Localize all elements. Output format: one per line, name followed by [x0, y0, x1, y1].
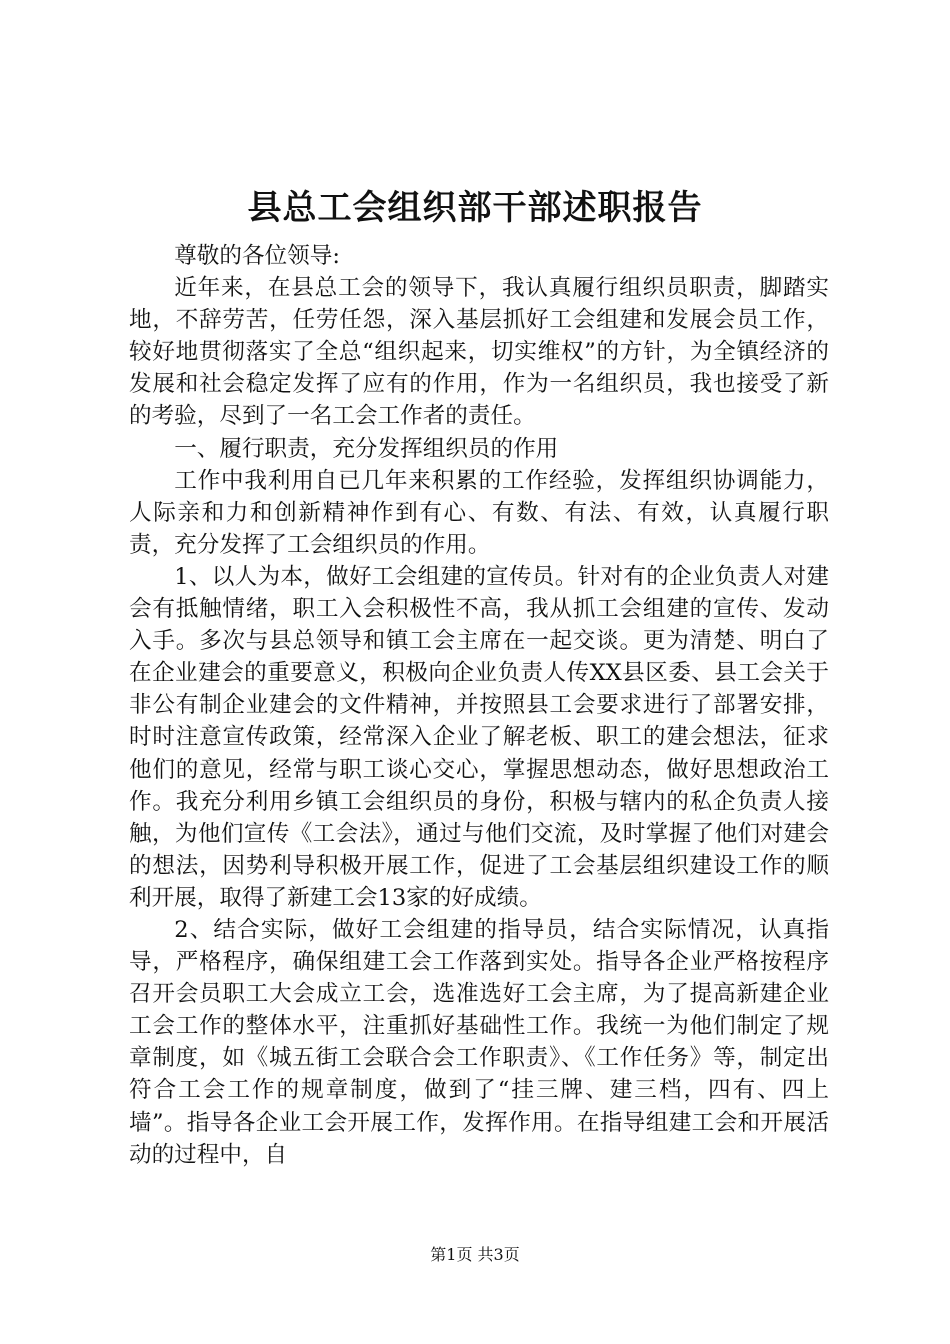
document-body — [129, 240, 829, 1171]
page-footer: 第1页 共3页 — [430, 1245, 520, 1264]
body-paragraph: 近年来，在县总工会的领导下，我认真履行组织员职责，脚踏实地，不辞劳苦，任劳任怨，深入基层抓好工会组建和发展会员工作，较好地贯彻落实了全总“组织起来，切实维权”的方针，为全镇经济的发展和社会稳定发挥了应有的作用，作为一名组织员，我也接受了新的考验，尽到了一名工会工作者的责任。 — [129, 275, 829, 430]
body-paragraph: 2、结合实际，做好工会组建的指导员，结合实际情况，认真指导，严格程序，确保组建工会工作落到实处。指导各企业严格按程序召开会员职工大会成立工会，选准选好工会主席，为了提高新建企业工会工作的整体水平，注重抓好基础性工作。我统一为他们制定了规章制度，如《城五街工会联合会工作职责》、《工作任务》等，制定出符合工会工作的规章制度，做到了“挂三牌、建三档，四有、四上墙”。指导各企业工会开展工作，发挥作用。在指导组建工会和开展活动的过程中，自 — [129, 916, 829, 1168]
document-title: 县总工会组织部干部述职报告 — [247, 188, 703, 228]
salutation: 尊敬的各位领导: — [174, 243, 340, 269]
body-paragraph: 工作中我利用自已几年来积累的工作经验，发挥组织协调能力，人际亲和力和创新精神作到有心、有数、有法、有效，认真履行职责，充分发挥了工会组织员的作用。 — [129, 467, 829, 558]
section-heading: 一、履行职责，充分发挥组织员的作用 — [174, 435, 559, 462]
body-paragraph: 1、以人为本，做好工会组建的宣传员。针对有的企业负责人对建会有抵触情绪，职工入会积极性不高，我从抓工会组建的宣传、发动入手。多次与县总领导和镇工会主席在一起交谈。更为清楚、明白了在企业建会的重要意义，积极向企业负责人传XX县区委、县工会关于非公有制企业建会的文件精神，并按照县工会要求进行了部署安排，时时注意宣传政策，经常深入企业了解老板、职工的建会想法，征求他们的意见，经常与职工谈心交心，掌握思想动态，做好思想政治工作。我充分利用乡镇工会组织员的身份，积极与辖内的私企负责人接触，为他们宣传《工会法》，通过与他们交流，及时掌握了他们对建会的想法，因势利导积极开展工作，促进了工会基层组织建设工作的顺利开展，取得了新建工会13家的好成绩。 — [129, 563, 829, 911]
